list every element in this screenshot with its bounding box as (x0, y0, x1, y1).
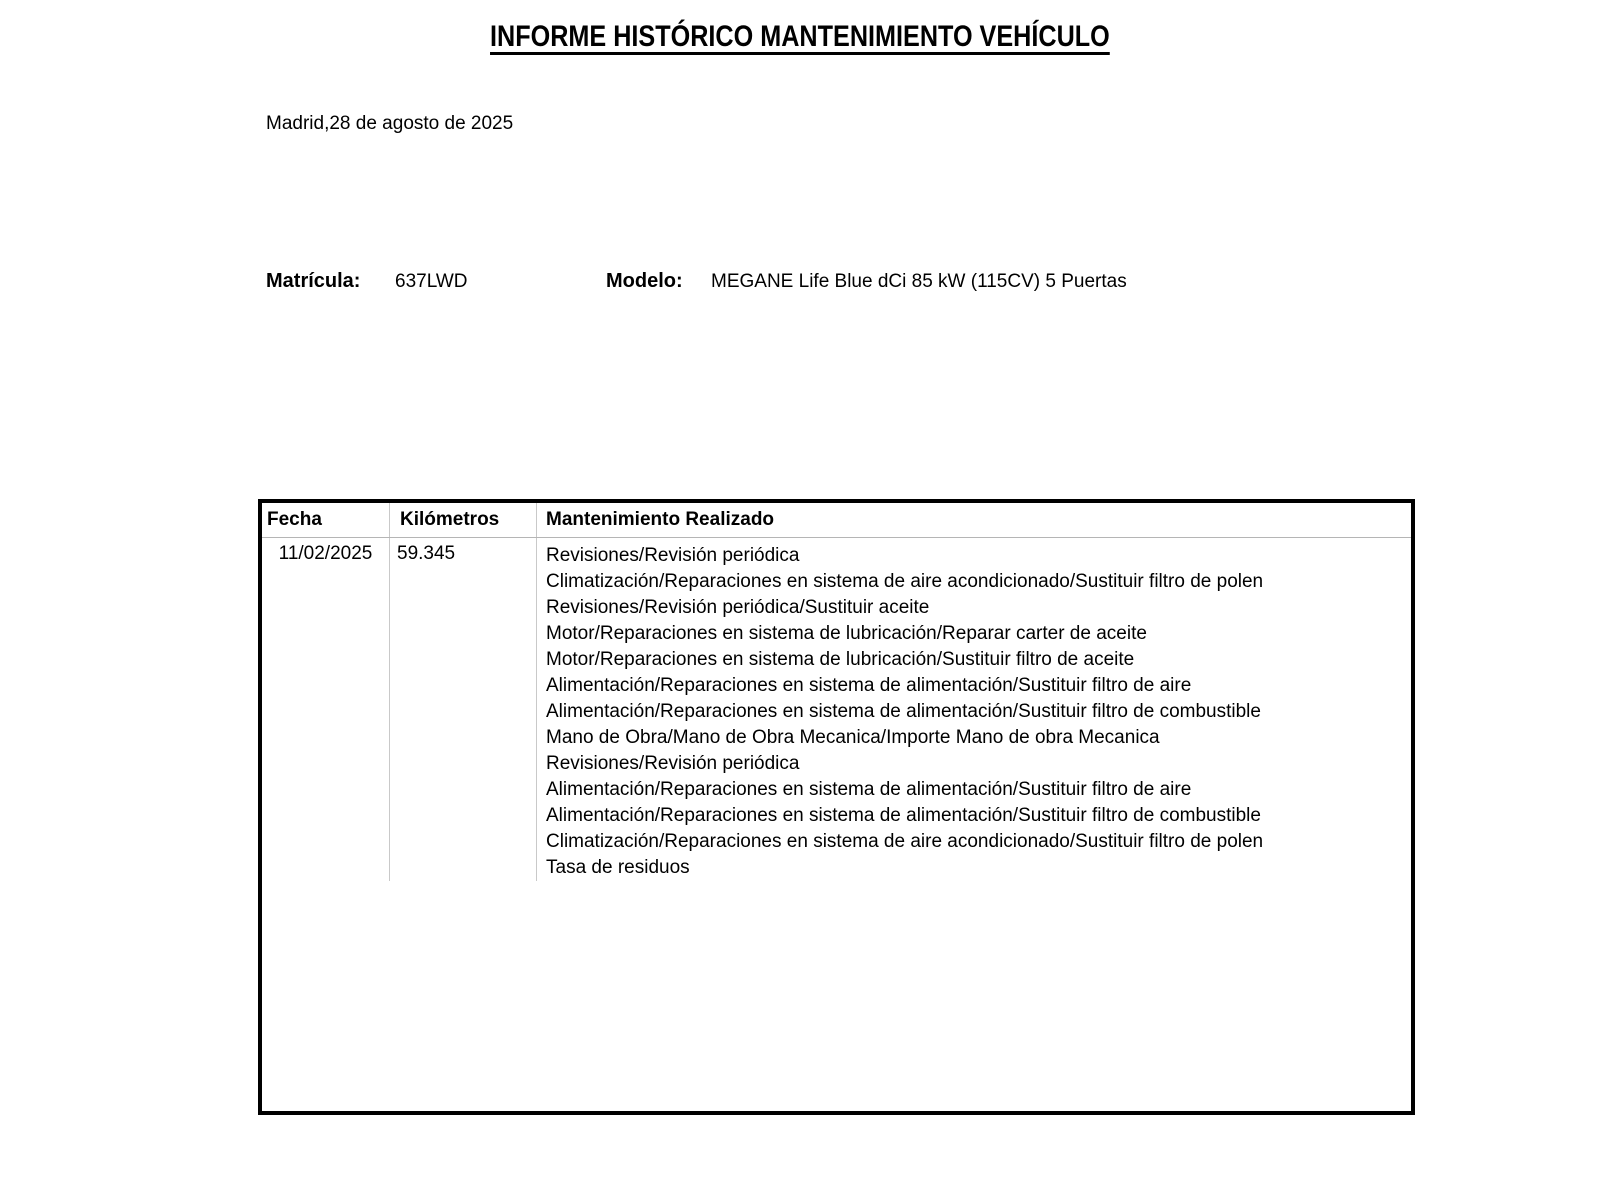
column-header-kilometros: Kilómetros (390, 503, 537, 537)
maintenance-item: Revisiones/Revisión periódica/Sustituir aceite (546, 597, 930, 618)
modelo-label: Modelo: (606, 270, 683, 292)
matricula-value: 637LWD (395, 271, 468, 292)
column-header-mantenimiento: Mantenimiento Realizado (546, 509, 775, 530)
maintenance-item: Revisiones/Revisión periódica (546, 753, 800, 774)
maintenance-item: Alimentación/Reparaciones en sistema de alimentación/Sustituir filtro de aire (546, 779, 1192, 800)
date-line: Madrid,28 de agosto de 2025 (266, 113, 514, 134)
modelo-value: MEGANE Life Blue dCi 85 kW (115CV) 5 Puertas (711, 271, 1127, 292)
maintenance-item: Motor/Reparaciones en sistema de lubricación/Sustituir filtro de aceite (546, 649, 1135, 670)
vehicle-fields-row (0, 270, 1599, 298)
maintenance-item: Tasa de residuos (546, 857, 690, 878)
cell-mantenimiento (537, 538, 1411, 881)
maintenance-item: Alimentación/Reparaciones en sistema de alimentación/Sustituir filtro de combustible (546, 805, 1261, 826)
maintenance-item: Climatización/Reparaciones en sistema de aire acondicionado/Sustituir filtro de polen (546, 571, 1264, 592)
table-row (262, 538, 1411, 881)
maintenance-item: Alimentación/Reparaciones en sistema de alimentación/Sustituir filtro de combustible (546, 701, 1261, 722)
matricula-label: Matrícula: (266, 270, 361, 292)
maintenance-history-table (258, 499, 1415, 1115)
cell-kilometros: 59.345 (390, 538, 537, 881)
maintenance-item-list (546, 543, 1308, 881)
table-header-row (262, 503, 1411, 538)
page-title: INFORME HISTÓRICO MANTENIMIENTO VEHÍCULO (489, 20, 1110, 53)
maintenance-item: Mano de Obra/Mano de Obra Mecanica/Importe Mano de obra Mecanica (546, 727, 1160, 748)
maintenance-item: Climatización/Reparaciones en sistema de aire acondicionado/Sustituir filtro de polen (546, 831, 1264, 852)
title-row (0, 20, 1599, 54)
maintenance-item: Alimentación/Reparaciones en sistema de alimentación/Sustituir filtro de aire (546, 675, 1192, 696)
maintenance-item: Revisiones/Revisión periódica (546, 545, 800, 566)
cell-fecha: 11/02/2025 (262, 538, 390, 881)
column-header-fecha: Fecha (262, 503, 390, 537)
maintenance-item: Motor/Reparaciones en sistema de lubricación/Reparar carter de aceite (546, 623, 1147, 644)
